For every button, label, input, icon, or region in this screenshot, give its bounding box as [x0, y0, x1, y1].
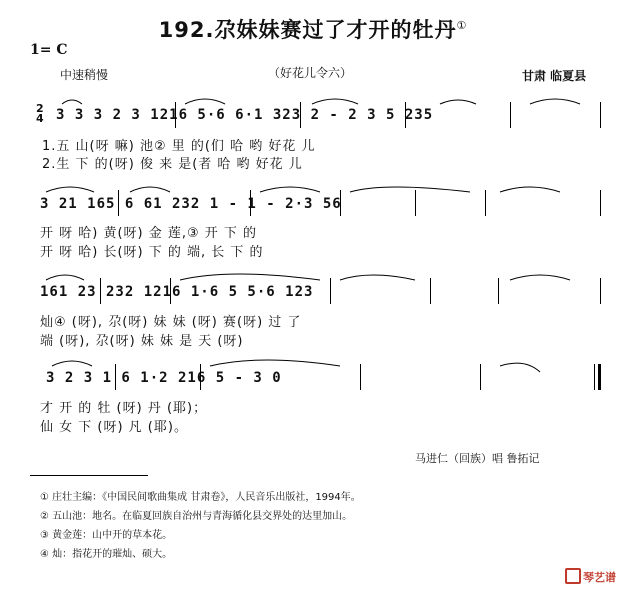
system-4-lyric-2: 仙 女 下 (呀) 凡 (耶)。	[40, 420, 188, 435]
song-title: 192.尕妹妹赛过了才开的牡丹①	[158, 18, 468, 42]
system-3-lyric-1: 灿④ (呀), 尕(呀) 妹 妹 (呀) 赛(呀) 过 了	[40, 315, 302, 330]
system-2-lyric-2: 开 呀 哈) 长(呀) 下 的 端, 长 下 的	[40, 245, 264, 260]
system-1-lyric-1: 1.五 山(呀 嘛) 池② 里 的(们 哈 哟 好花 儿	[42, 139, 316, 154]
footnote-4: ④ 灿：指花开的璀灿、硕大。	[40, 549, 173, 560]
system-2-notes: 3 21 165 6 61 232 1 - 1 - 2·3 56	[40, 196, 342, 212]
performer-credit: 马进仁（回族）唱 鲁拓记	[415, 452, 540, 465]
key-signature: 1= C	[30, 42, 68, 58]
system-1-lyric-2: 2.生 下 的(呀) 俊 来 是(者 哈 哟 好花 儿	[42, 157, 303, 172]
system-3-notes: 161 23 232 1216 1·6 5 5·6 123	[40, 284, 314, 300]
system-4-lyric-1: 才 开 的 牡 (呀) 丹 (耶)；	[40, 401, 208, 416]
system-2-lyric-1: 开 呀 哈) 黄(呀) 金 莲,③ 开 下 的	[40, 226, 258, 241]
footnote-3: ③ 黄金莲：山中开的草本花。	[40, 530, 173, 541]
footnote-2: ② 五山池：地名。在临夏回族自治州与青海循化县交界处的达里加山。	[40, 511, 353, 522]
site-logo: 琴艺谱	[565, 568, 616, 585]
song-region: 甘肃 临夏县	[522, 69, 587, 83]
footnote-separator	[30, 475, 148, 476]
footnote-1: ① 庄壮主编：《中国民间歌曲集成 甘肃卷》，人民音乐出版社，1994年。	[40, 492, 361, 503]
logo-icon	[565, 568, 581, 584]
time-signature-bottom: 4	[36, 112, 44, 125]
system-1-notes: 3 3 3 2 3 1216 5·6 6·1 323 2 - 2 3 5 235	[56, 107, 434, 123]
system-3-lyric-2: 端 (呀), 尕(呀) 妹 妹 是 天 (呀)	[40, 334, 244, 349]
time-signature-top: 2	[36, 102, 44, 115]
tempo-marking: 中速稍慢	[60, 68, 109, 82]
system-4-notes: 3 2 3 1 6 1·2 216 5 - 3 0	[46, 370, 282, 386]
tune-name: （好花儿令六）	[268, 66, 353, 80]
